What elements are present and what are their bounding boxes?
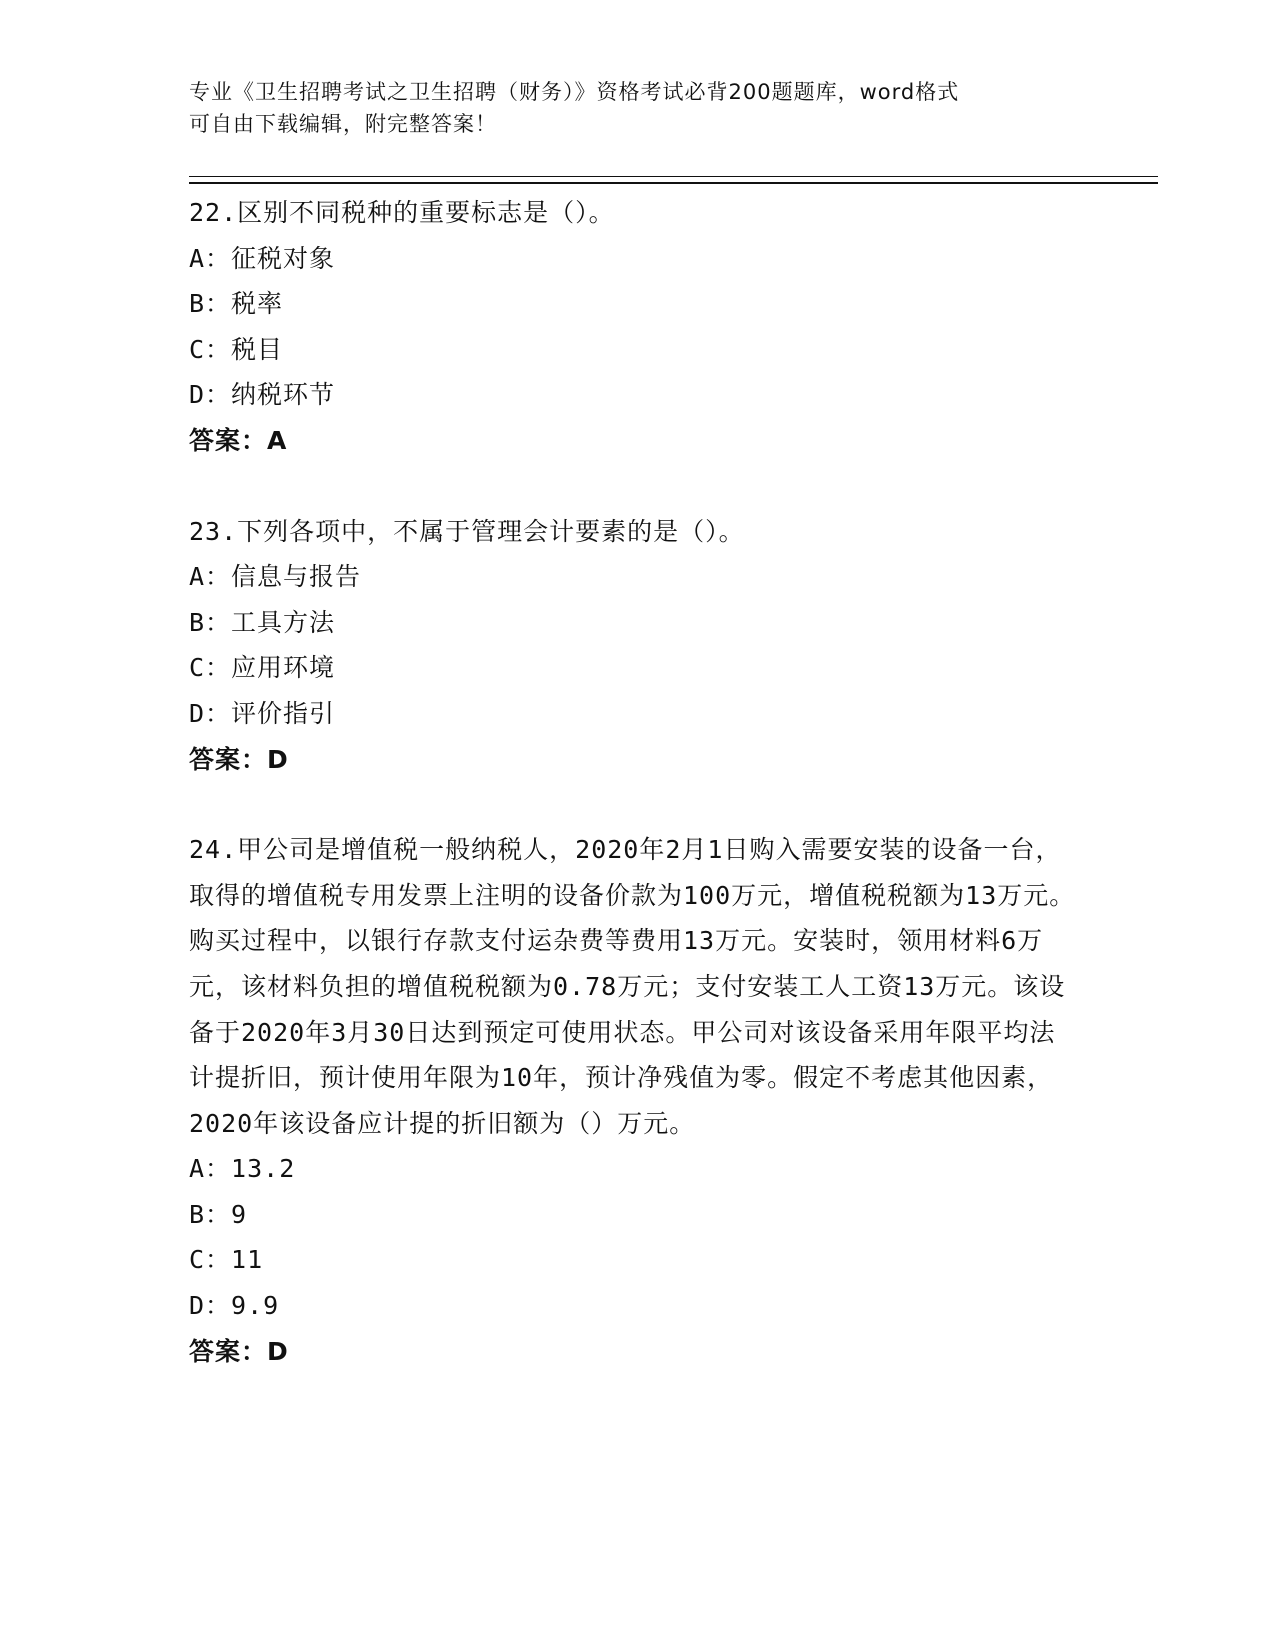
option-a: A：信息与报告: [189, 562, 362, 592]
answer-value: D: [267, 744, 289, 774]
answer-label: 答案：: [189, 1336, 268, 1366]
header-title-line-2: 可自由下载编辑，附完整答案！: [189, 112, 497, 136]
option-c: C：应用环境: [189, 653, 336, 683]
document-header: [189, 76, 1089, 140]
question-22: [189, 190, 1079, 464]
option-a: A：征税对象: [189, 243, 336, 273]
header-divider-thin: [189, 176, 1158, 177]
question-list: [189, 190, 1079, 1374]
option-d: D：纳税环节: [189, 380, 336, 410]
option-b: B：工具方法: [189, 607, 336, 637]
option-d: D：9.9: [189, 1291, 280, 1321]
question-stem: 24.甲公司是增值税一般纳税人，2020年2月1日购入需要安装的设备一台，取得的增值税专用发票上注明的设备价款为100万元，增值税税额为13万元。购买过程中，以银行存款支付运杂费等费用13万元。安装时，领用材料6万元，该材料负担的增值税税额为0.78万元；支付安装工人工资13万元。该设备于2020年3月30日达到预定可使用状态。甲公司对该设备采用年限平均法计提折旧，预计使用年限为10年，预计净残值为零。假定不考虑其他因素，2020年该设备应计提的折旧额为（）万元。: [189, 835, 1076, 1138]
option-b: B：9: [189, 1199, 248, 1229]
answer-line: [189, 1329, 1079, 1375]
question-stem: 22.区别不同税种的重要标志是（）。: [189, 198, 615, 227]
option-c: C：11: [189, 1245, 264, 1275]
answer-label: 答案：: [189, 425, 268, 455]
question-23: [189, 509, 1079, 783]
option-d: D：评价指引: [189, 698, 336, 728]
answer-line: [189, 418, 1079, 464]
option-a: A：13.2: [189, 1154, 296, 1184]
answer-value: A: [267, 425, 288, 455]
question-24: [189, 827, 1079, 1374]
option-b: B：税率: [189, 289, 284, 319]
answer-value: D: [267, 1336, 289, 1366]
answer-line: [189, 737, 1079, 783]
header-divider-thick: [189, 182, 1158, 184]
header-title-line-1: 专业《卫生招聘考试之卫生招聘（财务）》资格考试必背200题题库，word格式: [189, 80, 960, 104]
option-c: C：税目: [189, 334, 284, 364]
question-stem: 23.下列各项中，不属于管理会计要素的是（）。: [189, 516, 745, 546]
answer-label: 答案：: [189, 744, 268, 774]
